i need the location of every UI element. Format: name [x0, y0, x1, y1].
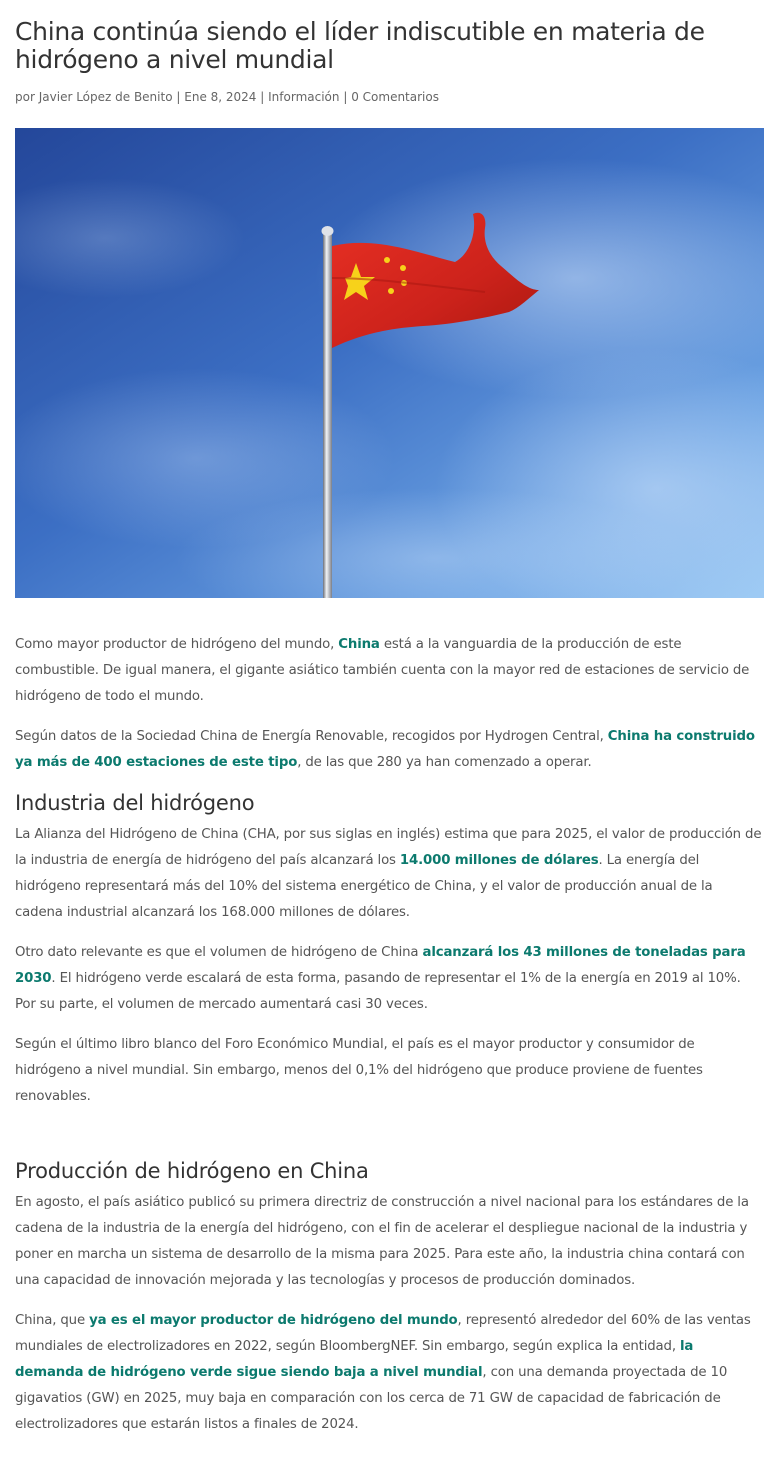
link-43-millones[interactable]: alcanzará los 43 millones de toneladas para 2030 [15, 945, 746, 986]
meta-separator: | [343, 90, 348, 104]
link-mayor-productor[interactable]: ya es el mayor productor de hidrógeno del mundo [89, 1313, 458, 1328]
section-heading: Producción de hidrógeno en China [15, 1159, 369, 1183]
section-heading: Industria del hidrógeno [15, 791, 255, 815]
link-14000-millones[interactable]: 14.000 millones de dólares [399, 853, 599, 868]
link-demanda-baja[interactable]: la demanda de hidrógeno verde sigue siendo baja a nivel mundial [15, 1339, 694, 1380]
paragraph: Según datos de la Sociedad China de Energía Renovable, recogidos por Hydrogen Central, China ha construido ya más de 400 estaciones de este tipo, de las que 280 ya han comenzado a operar. [15, 729, 755, 770]
article-title: China continúa siendo el líder indiscutible en materia de hidrógeno a nivel mundial [15, 17, 705, 74]
meta-by: por [15, 90, 35, 104]
paragraph: China, que ya es el mayor productor de hidrógeno del mundo, representó alrededor del 60% de las ventas mundiales de electrolizadores en 2022, según BloombergNEF. Sin embargo, según explica la entidad, la demanda de hidrógeno verde sigue siendo baja a nivel mundial, con una demanda proyectada de 10 gigavatios (GW) en 2025, muy baja en comparación con los cerca de 71 GW de capacidad de fabricación de electrolizadores que estarán listos a finales de 2024. [15, 1313, 751, 1432]
paragraph: La Alianza del Hidrógeno de China (CHA, por sus siglas en inglés) estima que para 2025, el valor de producción de la industria de energía de hidrógeno del país alcanzará los 14.000 millones de dólares. La energía del hidrógeno representará más del 10% del sistema energético de China, y el valor de producción anual de la cadena industrial alcanzará los 168.000 millones de dólares. [15, 827, 762, 920]
paragraph: Otro dato relevante es que el volumen de hidrógeno de China alcanzará los 43 millones de toneladas para 2030. El hidrógeno verde escalará de esta forma, pasando de representar el 1% de la energía en 2019 al 10%. Por su parte, el volumen de mercado aumentará casi 30 veces. [15, 945, 746, 1012]
article-meta [15, 89, 439, 105]
link-china[interactable]: China [338, 637, 380, 652]
comments-link[interactable]: 0 Comentarios [351, 90, 439, 104]
link-estaciones[interactable]: China ha construido ya más de 400 estaciones de este tipo [15, 729, 755, 770]
category-link[interactable]: Información [268, 90, 340, 104]
author-link[interactable]: Javier López de Benito [38, 90, 173, 104]
hero-image [15, 128, 764, 598]
meta-separator: | [176, 90, 181, 104]
article-body [15, 632, 764, 1438]
paragraph: Como mayor productor de hidrógeno del mundo, China está a la vanguardia de la producción de este combustible. De igual manera, el gigante asiático también cuenta con la mayor red de estaciones de servicio de hidrógeno de todo el mundo. [15, 637, 750, 704]
paragraph: En agosto, el país asiático publicó su primera directriz de construcción a nivel nacional para los estándares de la cadena de la industria de la energía del hidrógeno, con el fin de acelerar el despliegue nacional de la industria y poner en marcha un sistema de desarrollo de la misma para 2025. Para este año, la industria china contará con una capacidad de innovación mejorada y las tecnologías y procesos de producción dominados. [15, 1195, 749, 1288]
meta-separator: | [260, 90, 265, 104]
paragraph: Según el último libro blanco del Foro Económico Mundial, el país es el mayor productor y consumidor de hidrógeno a nivel mundial. Sin embargo, menos del 0,1% del hidrógeno que produce proviene de fuentes renovables. [15, 1037, 703, 1104]
meta-date: Ene 8, 2024 [184, 90, 257, 104]
china-flag-photo [15, 128, 764, 598]
